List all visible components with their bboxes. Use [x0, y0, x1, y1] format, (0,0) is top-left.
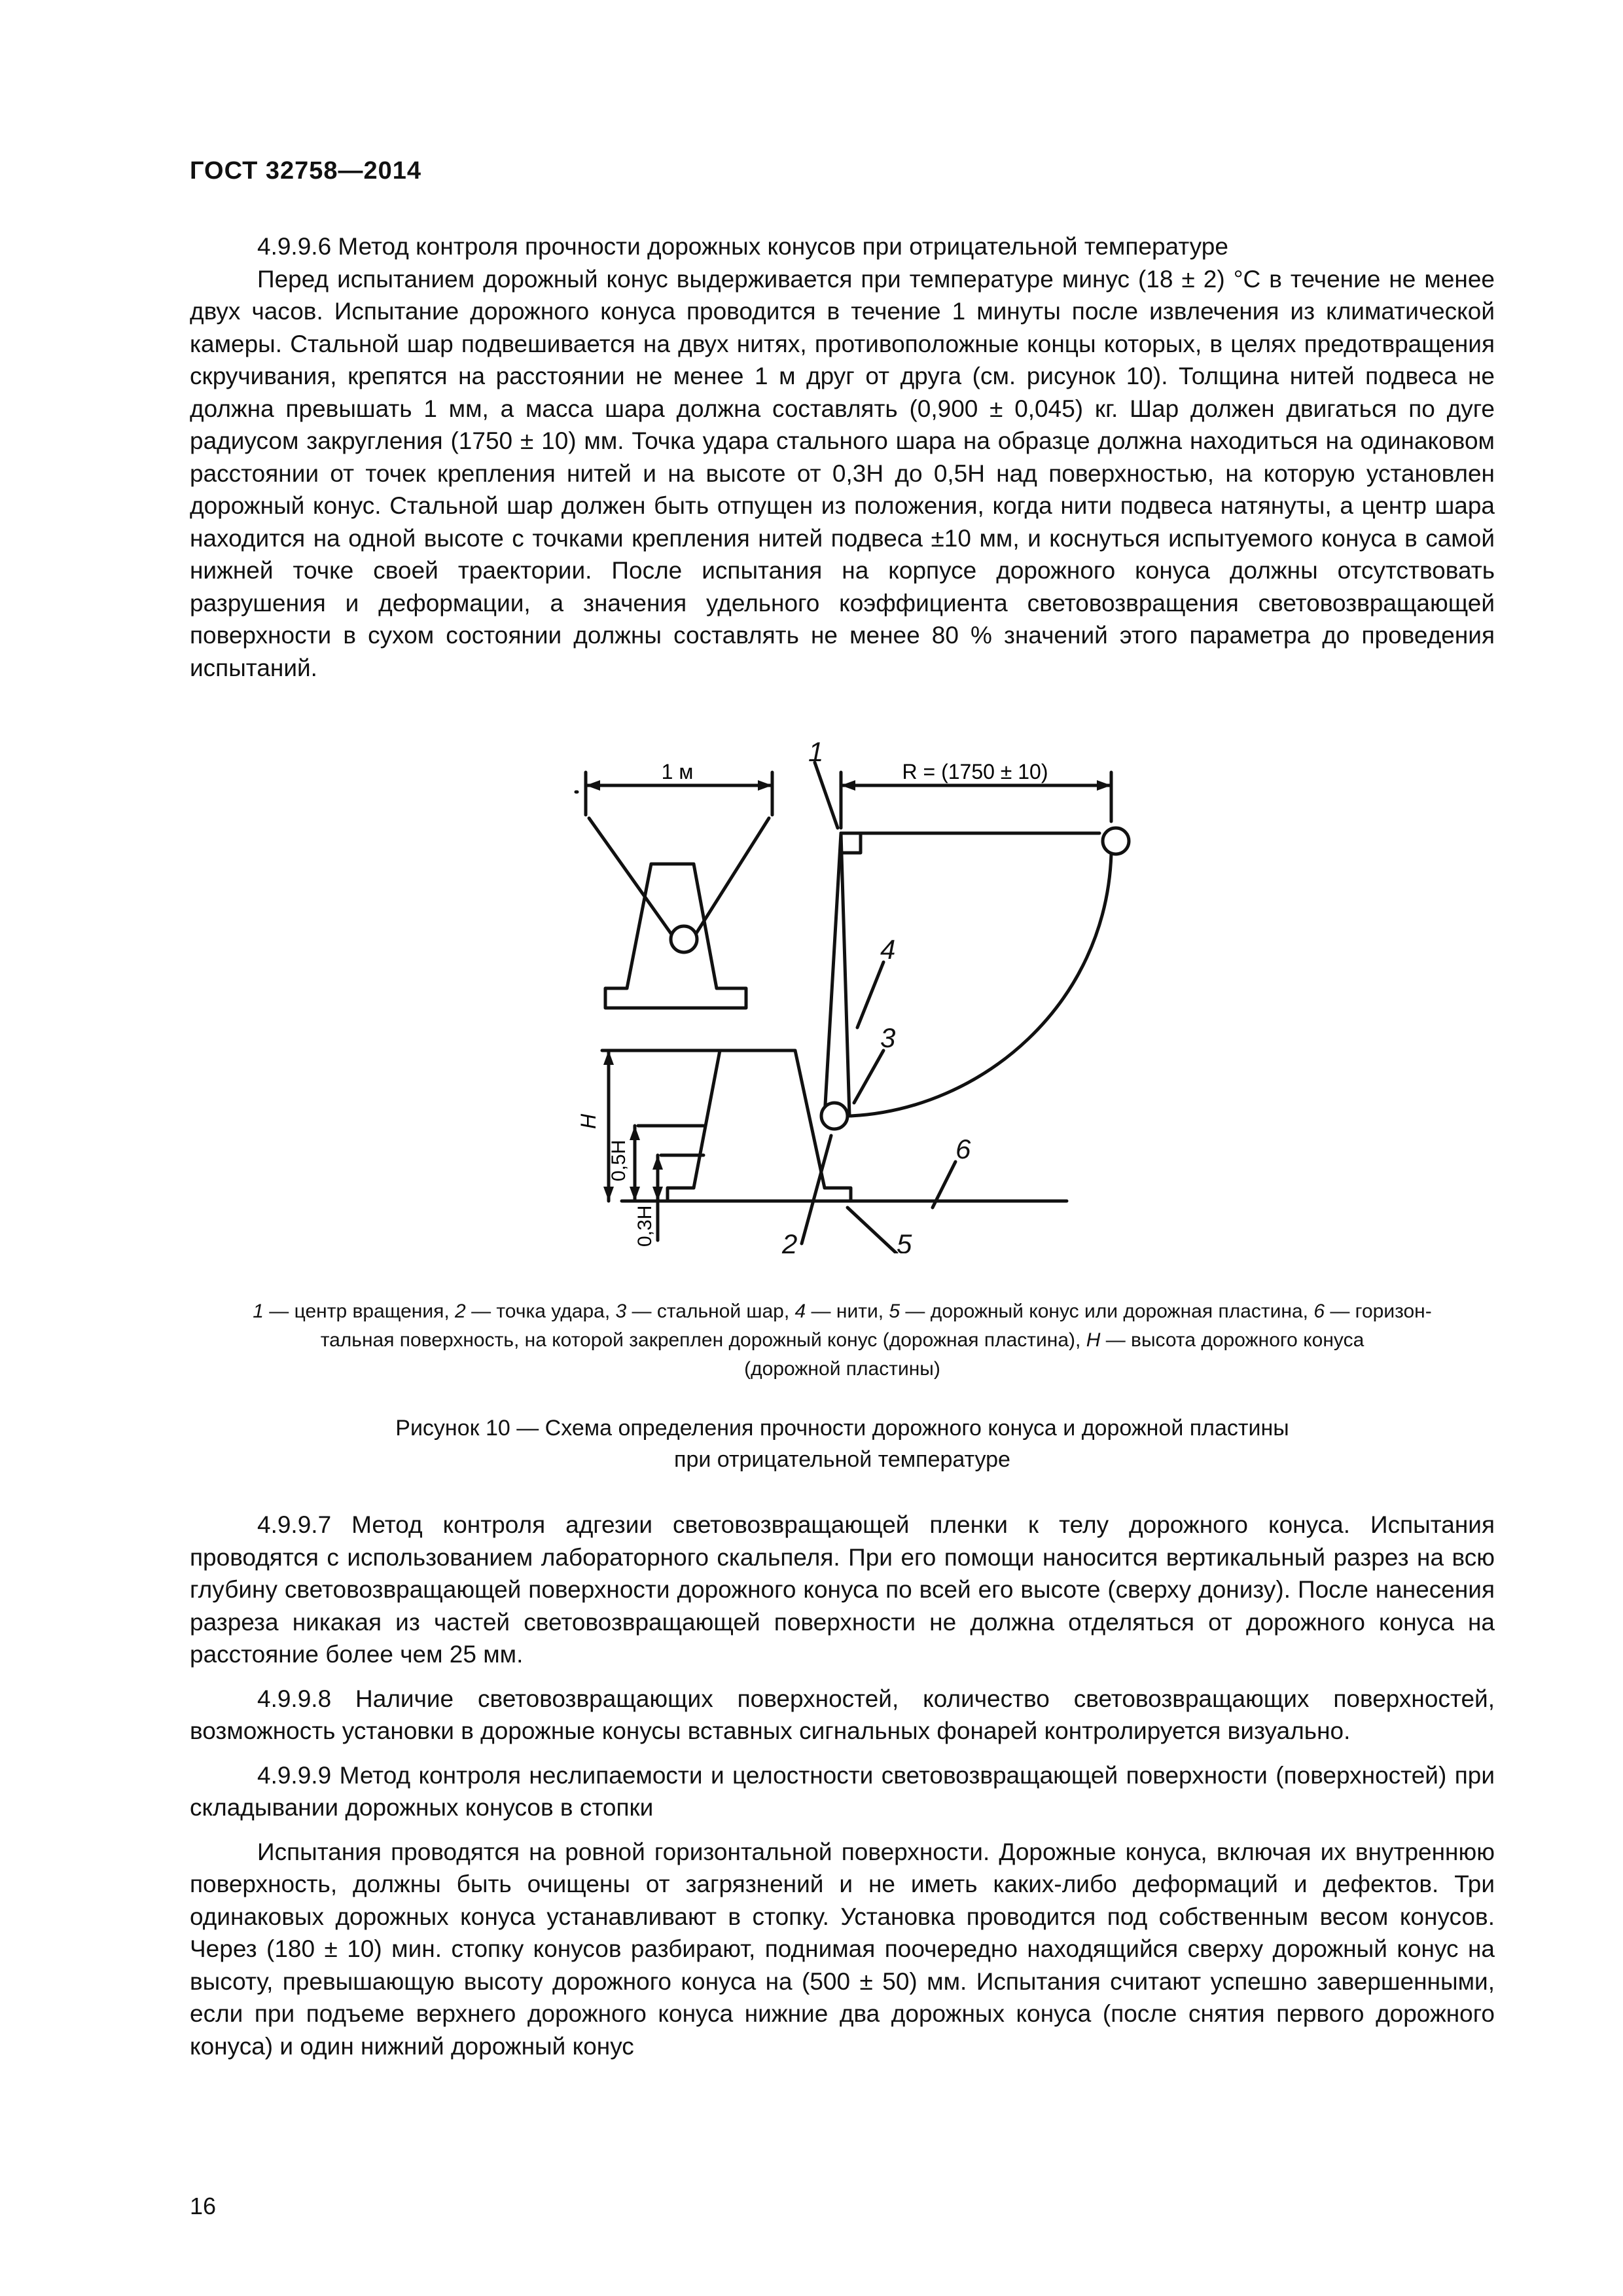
- label-H: H: [577, 1113, 600, 1129]
- cone-side-view: [602, 1050, 1067, 1240]
- callout-6: 6: [955, 1134, 971, 1164]
- label-radius: R = (1750 ± 10): [902, 760, 1048, 783]
- legend-num-1: 1: [253, 1300, 264, 1322]
- callout-2: 2: [782, 1229, 798, 1253]
- legend-text-1: — центр вращения,: [263, 1300, 455, 1322]
- label-0-5H: 0,5H: [608, 1139, 630, 1181]
- legend-text-4: — нити,: [806, 1300, 889, 1322]
- section-4-9-9-7-to-9: [190, 1509, 1495, 2062]
- label-width: 1 м: [661, 760, 694, 783]
- callout-1: 1: [808, 736, 824, 767]
- callout-3: 3: [880, 1022, 896, 1053]
- legend-text-7: тальная поверхность, на которой закреплен дорожный конус (дорожная пластина),: [320, 1329, 1086, 1351]
- legend-text-8: — высота дорожного конуса: [1100, 1329, 1364, 1351]
- label-0-3H: 0,3H: [634, 1205, 656, 1247]
- legend-text-9: (дорожной пластины): [744, 1358, 940, 1380]
- caption-line-1: Рисунок 10 — Схема определения прочности дорожного конуса и дорожной пластины: [395, 1416, 1289, 1441]
- figure-legend: [190, 1297, 1495, 1384]
- legend-text-5: — дорожный конус или дорожная пластина,: [900, 1300, 1314, 1322]
- legend-text-6: — горизон-: [1325, 1300, 1432, 1322]
- page-number: 16: [190, 2193, 217, 2219]
- figure-caption: [190, 1412, 1495, 1475]
- legend-num-4: 4: [794, 1300, 806, 1322]
- callout-5: 5: [897, 1229, 912, 1253]
- paragraph-4-9-9-7: 4.9.9.7 Метод контроля адгезии световозвращающей пленки к телу дорожного конуса. Испытания проводятся с использованием лабораторного скальпеля. При его помощи наносится вертикальный разрез на всю глубину световозвращающей поверхности дорожного конуса по всей его высоте (сверху донизу). После нанесения разреза никакая из частей световозвращающей поверхности не должна отделяться от дорожного конуса на расстояние более чем 25 мм.: [190, 1511, 1495, 1668]
- legend-text-2: — точка удара,: [465, 1300, 616, 1322]
- paragraph-4-9-9-9-heading: 4.9.9.9 Метод контроля неслипаемости и целостности световозвращающей поверхности (поверхностей) при складывании дорожных конусов в стопки: [190, 1761, 1495, 1821]
- legend-num-3: 3: [615, 1300, 627, 1322]
- caption-line-2: при отрицательной температуре: [674, 1447, 1010, 1472]
- legend-num-5: 5: [889, 1300, 901, 1322]
- legend-num-6: 6: [1313, 1300, 1325, 1322]
- section-heading: 4.9.9.6 Метод контроля прочности дорожных конусов при отрицательной температуре: [257, 233, 1228, 260]
- section-paragraph: Перед испытанием дорожный конус выдерживается при температуре минус (18 ± 2) °С в течение не менее двух часов. Испытание дорожного конуса проводится в течение 1 минуты после извлечения из климатической камеры. Стальной шар подвешивается на двух нитях, противоположные концы которых, в целях предотвращения скручивания, крепятся на расстоянии не менее 1 м друг от друга (см. рисунок 10). Толщина нитей подвеса не должна превышать 1 мм, а масса шара должна составлять (0,900 ± 0,045) кг. Шар должен двигаться по дуге радиусом закругления (1750 ± 10) мм. Точка удара стального шара на образце должна находиться на одинаковом расстоянии от точек крепления нитей и на высоте от 0,3H до 0,5H над поверхностью, на которую установлен дорожный конус. Стальной шар должен быть отпущен из положения, когда нити подвеса натянуты, а центр шара находится на одной высоте с точками крепления нитей подвеса ±10 мм, и коснуться испытуемого конуса в самой нижней точке своей траектории. После испытания на корпусе дорожного конуса должны отсутствовать разрушения и деформации, а значения удельного коэффициента световозвращения световозвращающей поверхности в сухом состоянии должны составлять не менее 80 % значений этого параметра до проведения испытаний.: [190, 265, 1495, 681]
- legend-num-2: 2: [455, 1300, 466, 1322]
- paragraph-4-9-9-9-body: Испытания проводятся на ровной горизонтальной поверхности. Дорожные конуса, включая их внутреннюю поверхность, должны быть очищены от загрязнений и не иметь каких-либо деформаций и дефектов. Три одинаковых дорожных конуса устанавливают в стопку. Установка проводится под собственным весом конусов. Через (180 ± 10) мин. стопку конусов разбирают, поднимая поочередно находящийся сверху дорожный конус на высоту, превышающую высоту дорожного конуса на (500 ± 50) мм. Испытания считают успешно завершенными, если при подъеме верхнего дорожного конуса нижние два дорожных конуса (после снятия первого дорожного конуса) и один нижний дорожный конус: [190, 1838, 1495, 2060]
- document-header: ГОСТ 32758—2014: [190, 157, 422, 185]
- legend-text-3: — стальной шар,: [626, 1300, 795, 1322]
- legend-symbol-H: H: [1086, 1329, 1101, 1351]
- figure-10-diagram: [550, 730, 1152, 1253]
- callout-4: 4: [880, 934, 896, 965]
- pendulum-arc: [821, 772, 1129, 1129]
- paragraph-4-9-9-8: 4.9.9.8 Наличие световозвращающих поверхностей, количество световозвращающих поверхностей, возможность установки в дорожные конусы вставных сигнальных фонарей контролируется визуально.: [190, 1685, 1495, 1744]
- cone-top-view: [576, 772, 772, 1008]
- section-4-9-9-6: [190, 230, 1495, 684]
